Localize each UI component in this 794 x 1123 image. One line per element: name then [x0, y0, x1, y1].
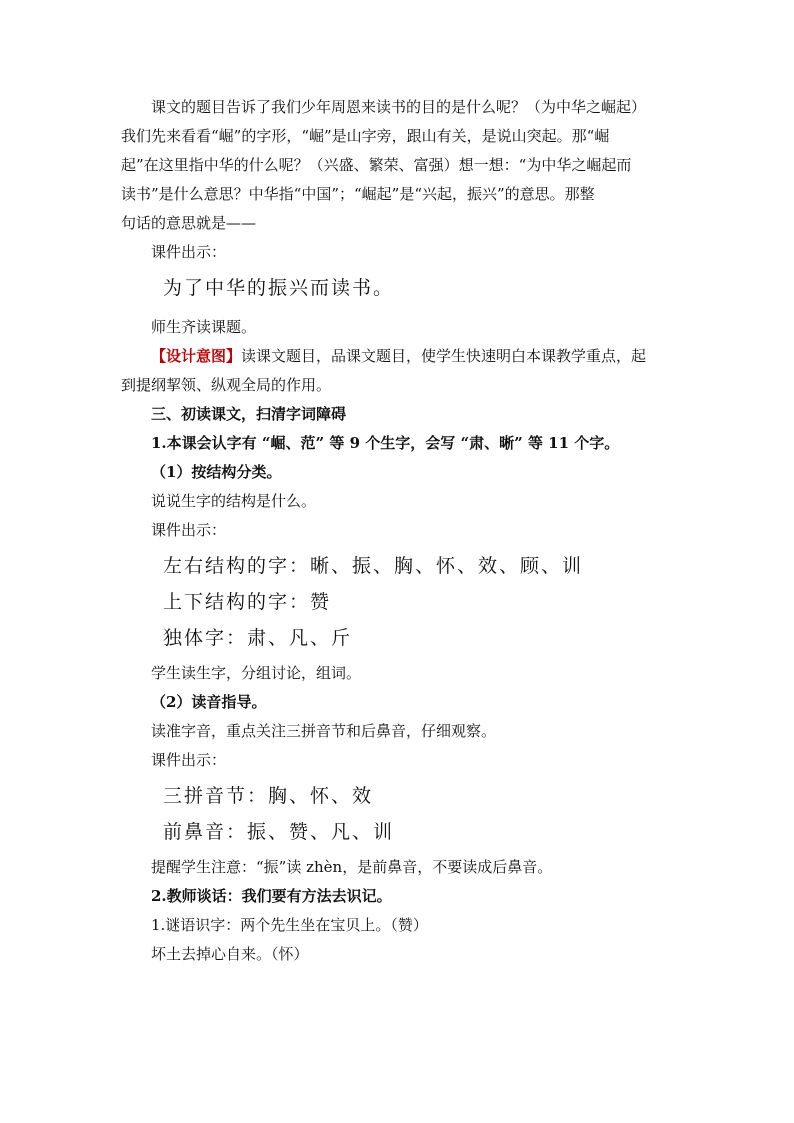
sub-heading: （1）按结构分类。	[151, 463, 282, 481]
paragraph-line: 提醒学生注意：“振”读 zhèn，是前鼻音，不要读成后鼻音。	[151, 858, 553, 876]
document-body	[121, 93, 681, 969]
paragraph-line: 我们先来看看“崛”的字形，“崛”是山字旁，跟山有关，是说山突起。那“崛	[121, 127, 610, 145]
paragraph-line: 坏土去掉心自来。（怀）	[151, 945, 309, 963]
section-heading: 三、初读课文，扫清字词障碍	[151, 405, 347, 423]
item-heading: 1.本课会认字有 “崛、范” 等 9 个生字，会写 “肃、晰” 等 11 个字。	[151, 434, 620, 452]
design-intent-text: 读课文题目，品课文题目，使学生快速明白本课教学重点，起	[241, 347, 647, 365]
design-intent-tag: 【设计意图】	[151, 347, 242, 365]
paragraph-line: 句话的意思就是——	[121, 214, 257, 232]
courseware-display: 独体字：肃、凡、斤	[163, 627, 353, 649]
paragraph-line: 说说生字的结构是什么。	[151, 492, 317, 510]
courseware-label: 课件出示：	[151, 521, 227, 539]
paragraph-line: 课文的题目告诉了我们少年周恩来读书的目的是什么呢？（为中华之崛起）	[151, 98, 647, 116]
courseware-label: 课件出示：	[151, 243, 227, 261]
paragraph-line: 读准字音，重点关注三拼音节和后鼻音，仔细观察。	[151, 722, 497, 740]
paragraph-line: 读书”是什么意思？中华指“中国”；“崛起”是“兴起，振兴”的意思。那整	[121, 185, 595, 203]
paragraph-line: 1.谜语识字：两个先生坐在宝贝上。（赞）	[151, 916, 428, 934]
courseware-display: 为了中华的振兴而读书。	[163, 277, 395, 299]
courseware-display: 三拼音节：胸、怀、效	[163, 785, 374, 807]
paragraph-line: 师生齐读课题。	[151, 318, 257, 336]
courseware-display: 上下结构的字：赞	[163, 591, 332, 613]
courseware-display: 左右结构的字：晰、振、胸、怀、效、顾、训	[163, 555, 584, 577]
paragraph-line: 到提纲挈领、纵观全局的作用。	[121, 376, 332, 394]
design-intent	[121, 342, 681, 371]
paragraph-line: 学生读生字，分组讨论，组词。	[151, 664, 362, 682]
item-heading: 2.教师谈话：我们要有方法去识记。	[151, 887, 392, 905]
courseware-display: 前鼻音：振、赞、凡、训	[163, 821, 395, 843]
courseware-label: 课件出示：	[151, 751, 227, 769]
paragraph-line: 起”在这里指中华的什么呢？（兴盛、繁荣、富强）想一想：“为中华之崛起而	[121, 156, 632, 174]
sub-heading: （2）读音指导。	[151, 693, 267, 711]
